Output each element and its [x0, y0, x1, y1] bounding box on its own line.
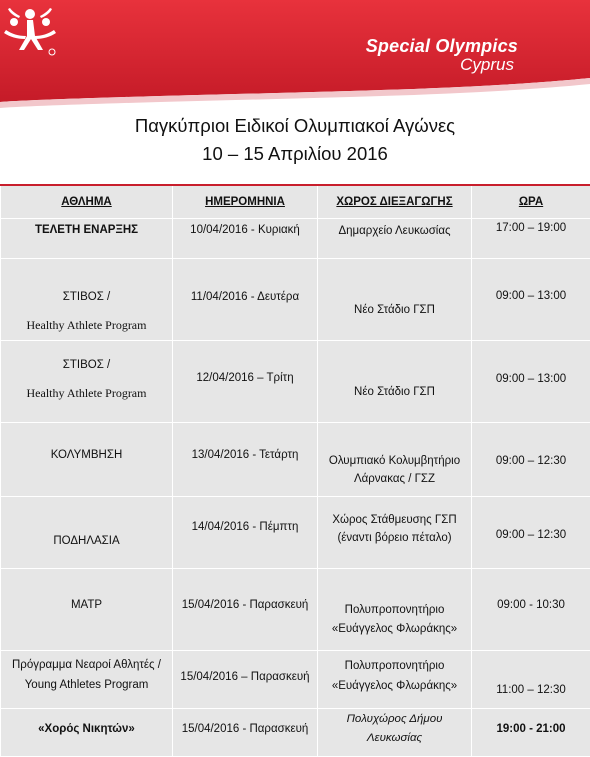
venue-cell	[318, 709, 472, 757]
time-text: 17:00 – 19:00	[472, 220, 590, 236]
sport-subtitle: Healthy Athlete Program	[1, 317, 172, 333]
brand-name: Special Olympics	[366, 36, 518, 57]
time-text: 11:00 – 12:30	[472, 682, 590, 698]
header-date: ΗΜΕΡΟΜΗΝΙΑ	[173, 185, 318, 219]
date-text: 12/04/2016 – Τρίτη	[173, 370, 317, 386]
venue-cell	[318, 423, 472, 497]
table-row	[1, 423, 590, 497]
date-text: 15/04/2016 – Παρασκευή	[173, 669, 317, 685]
sport-subtitle: Young Athletes Program	[1, 677, 172, 693]
venue-text: Πολυχώρος Δήμου	[318, 711, 471, 727]
venue-subtext: Λάρνακας / ΓΣΖ	[318, 471, 471, 487]
date-cell	[173, 709, 318, 757]
venue-subtext: Λευκωσίας	[318, 730, 471, 746]
table-row	[1, 709, 590, 757]
time-cell	[472, 709, 590, 757]
time-cell	[472, 569, 590, 651]
venue-text: Νέο Στάδιο ΓΣΠ	[318, 302, 471, 318]
time-text: 09:00 - 10:30	[472, 597, 590, 613]
sport-name: ΚΟΛΥΜΒΗΣΗ	[1, 447, 172, 463]
header-sport: ΑΘΛΗΜΑ	[1, 185, 173, 219]
table-header-row	[1, 185, 590, 219]
date-text: 13/04/2016 - Τετάρτη	[173, 447, 317, 463]
time-cell	[472, 259, 590, 341]
venue-subtext: «Ευάγγελος Φλωράκης»	[318, 678, 471, 694]
table-row	[1, 219, 590, 259]
table-row	[1, 569, 590, 651]
sport-name: Πρόγραμμα Νεαροί Αθλητές /	[1, 657, 172, 673]
sport-name: ΤΕΛΕΤΗ ΕΝΑΡΞΗΣ	[1, 222, 172, 238]
special-olympics-figure-icon	[0, 0, 60, 60]
sport-cell	[1, 423, 173, 497]
venue-text: Πολυπροπονητήριο	[318, 658, 471, 674]
table-row	[1, 497, 590, 569]
time-cell	[472, 341, 590, 423]
venue-cell	[318, 651, 472, 709]
date-cell	[173, 497, 318, 569]
date-text: 15/04/2016 - Παρασκευή	[173, 721, 317, 737]
time-cell	[472, 651, 590, 709]
time-cell	[472, 219, 590, 259]
venue-text: Νέο Στάδιο ΓΣΠ	[318, 384, 471, 400]
venue-text: Πολυπροπονητήριο	[318, 602, 471, 618]
sport-cell	[1, 341, 173, 423]
schedule-table	[0, 184, 590, 757]
venue-cell	[318, 219, 472, 259]
header-venue: ΧΩΡΟΣ ΔΙΕΞΑΓΩΓΗΣ	[318, 185, 472, 219]
venue-subtext: «Ευάγγελος Φλωράκης»	[318, 621, 471, 637]
brand-region: Cyprus	[366, 55, 514, 75]
venue-cell	[318, 497, 472, 569]
table-row	[1, 259, 590, 341]
sport-name: ΜΑΤΡ	[1, 597, 172, 613]
venue-text: Χώρος Στάθμευσης ΓΣΠ	[318, 512, 471, 528]
page-title: Παγκύπριοι Ειδικοί Ολυμπιακοί Αγώνες	[0, 112, 590, 140]
time-text: 19:00 - 21:00	[472, 721, 590, 737]
venue-subtext: (έναντι βόρειο πέταλο)	[318, 530, 471, 546]
venue-cell	[318, 341, 472, 423]
page-heading	[0, 112, 590, 168]
sport-cell	[1, 497, 173, 569]
date-text: 11/04/2016 - Δευτέρα	[173, 289, 317, 305]
table-row	[1, 341, 590, 423]
table-row	[1, 651, 590, 709]
sport-name: ΠΟΔΗΛΑΣΙΑ	[1, 533, 172, 549]
date-cell	[173, 219, 318, 259]
date-cell	[173, 341, 318, 423]
sport-cell	[1, 219, 173, 259]
date-text: 15/04/2016 - Παρασκευή	[173, 597, 317, 613]
sport-cell	[1, 709, 173, 757]
header-time: ΩΡΑ	[472, 185, 590, 219]
brand-wordmark	[366, 36, 518, 75]
date-text: 10/04/2016 - Κυριακή	[173, 222, 317, 238]
time-text: 09:00 – 13:00	[472, 288, 590, 304]
date-cell	[173, 423, 318, 497]
sport-cell	[1, 569, 173, 651]
date-cell	[173, 651, 318, 709]
time-cell	[472, 423, 590, 497]
time-cell	[472, 497, 590, 569]
date-cell	[173, 569, 318, 651]
sport-name: ΣΤΙΒΟΣ /	[1, 357, 172, 373]
venue-cell	[318, 259, 472, 341]
time-text: 09:00 – 13:00	[472, 371, 590, 387]
date-text: 14/04/2016 - Πέμπτη	[173, 519, 317, 535]
venue-text: Δημαρχείο Λευκωσίας	[318, 223, 471, 239]
sport-name: ΣΤΙΒΟΣ /	[1, 289, 172, 305]
time-text: 09:00 – 12:30	[472, 527, 590, 543]
sport-cell	[1, 259, 173, 341]
date-cell	[173, 259, 318, 341]
sport-cell	[1, 651, 173, 709]
venue-cell	[318, 569, 472, 651]
event-dates: 10 – 15 Απριλίου 2016	[0, 140, 590, 168]
venue-text: Ολυμπιακό Κολυμβητήριο	[318, 453, 471, 469]
sport-subtitle: Healthy Athlete Program	[1, 385, 172, 401]
header-banner	[0, 0, 590, 110]
time-text: 09:00 – 12:30	[472, 453, 590, 469]
sport-name: «Χορός Νικητών»	[1, 721, 172, 737]
